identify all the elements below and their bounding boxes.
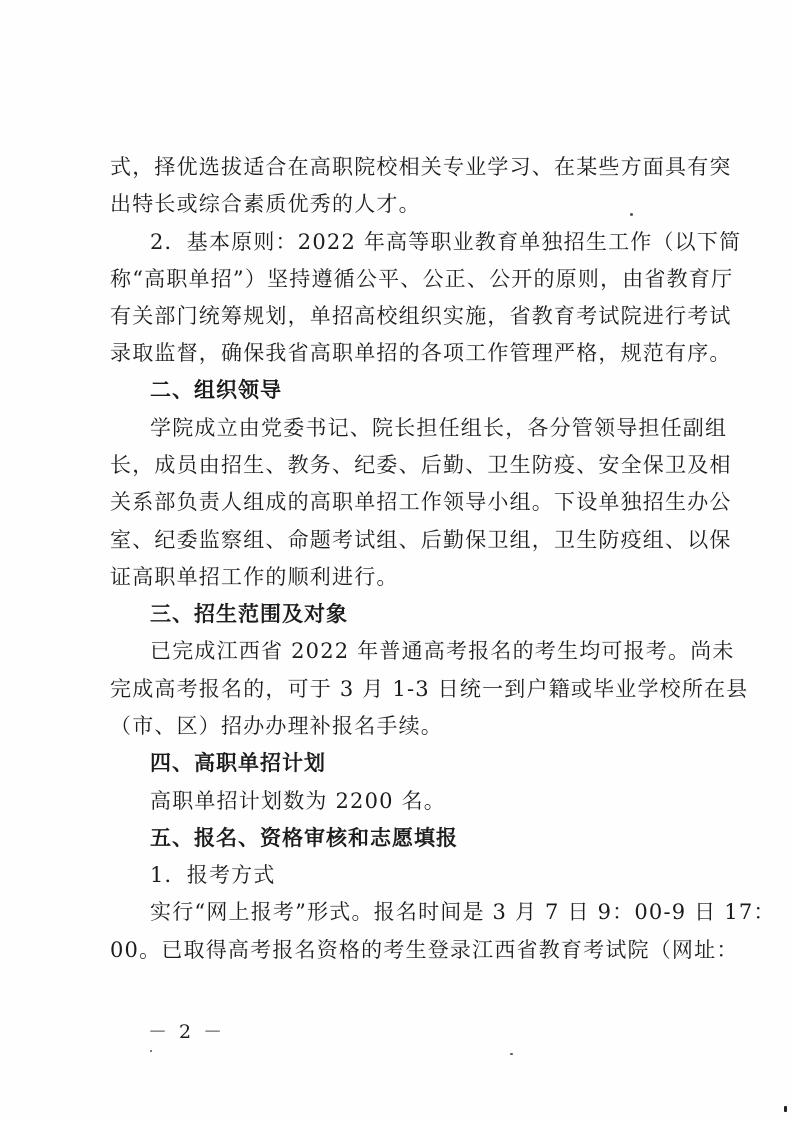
page-number: － 2 － [148,1021,226,1043]
section-heading: 四、高职单招计划 [150,751,326,775]
body-line: （市、区）招办办理补报名手续。 [110,714,443,738]
body-line: 录取监督，确保我省高职单招的各项工作管理严格，规范有序。 [110,341,732,365]
body-line: 出特长或综合素质优秀的人才。 [110,192,421,216]
body-line: 式，择优选拔适合在高职院校相关专业学习、在某些方面具有突 [110,155,732,179]
body-line: 2．基本原则：2022 年高等职业教育单独招生工作（以下简 [150,230,742,254]
body-line: 00。已取得高考报名资格的考生登录江西省教育考试院（网址： [110,938,739,962]
body-line: 1．报考方式 [150,863,276,887]
body-line: 关系部负责人组成的高职单招工作领导小组。下设单独招生办公 [110,490,732,514]
body-line: 学院成立由党委书记、院长担任组长，各分管领导担任副组 [150,416,728,440]
scan-speck [150,1050,152,1052]
scan-speck [510,1053,513,1055]
body-line: 长，成员由招生、教务、纪委、后勤、卫生防疫、安全保卫及相 [110,453,732,477]
scan-speck [630,213,633,216]
section-heading: 三、招生范围及对象 [150,602,348,626]
body-line: 完成高考报名的，可于 3 月 1-3 日统一到户籍或毕业学校所在县 [110,677,749,701]
body-line: 高职单招计划数为 2200 名。 [150,789,446,813]
body-line: 称“高职单招”）坚持遵循公平、公正、公开的原则，由省教育厅 [110,267,734,291]
scan-speck [784,1106,787,1112]
body-line: 实行“网上报考”形式。报名时间是 3 月 7 日 9：00-9 日 17： [150,900,776,924]
body-line: 已完成江西省 2022 年普通高考报名的考生均可报考。尚未 [150,639,735,663]
body-line: 证高职单招工作的顺利进行。 [110,565,399,589]
section-heading: 五、报名、资格审核和志愿填报 [150,826,458,850]
body-line: 室、纪委监察组、命题考试组、后勤保卫组，卫生防疫组、以保 [110,528,732,552]
body-line: 有关部门统筹规划，单招高校组织实施，省教育考试院进行考试 [110,304,732,328]
section-heading: 二、组织领导 [150,378,282,402]
